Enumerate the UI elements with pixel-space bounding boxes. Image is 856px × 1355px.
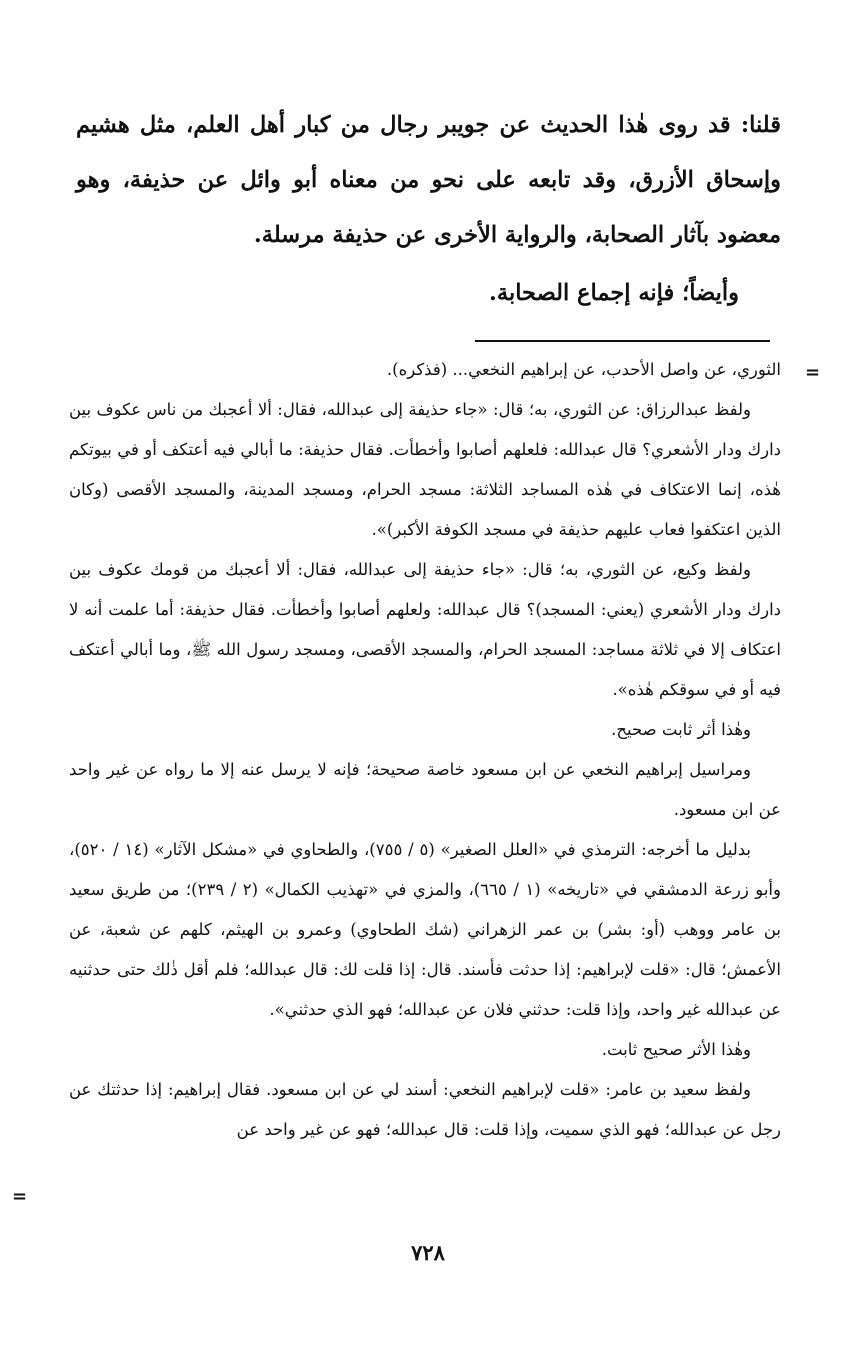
continuation-mark-bottom: = bbox=[12, 1186, 28, 1207]
footnote-saeed: ولفظ سعيد بن عامر: «قلت لإبراهيم النخعي: أسند لي عن ابن مسعود. فقال إبراهيم: إذا حدثتك عن رجل عن عبدالله؛ فهو الذي سميت، وإذا قلت: قال عبدالله؛ فهو عن غير واحد عن bbox=[69, 1080, 781, 1139]
paragraph-lead: قلنا: bbox=[740, 112, 781, 138]
footnote-dalil: بدليل ما أخرجه: الترمذي في «العلل الصغير» (٥ / ٧٥٥)، والطحاوي في «مشكل الآثار» (١٤ / ٥٢٠)، وأبو زرعة الدمشقي في «تاريخه» (١ / ٦٦٥)، والمزي في «تهذيب الكمال» (٢ / ٢٣٩)؛ من طريق سعيد بن عامر ووهب (أو: بشر) بن عمر الزهراني (شك الطحاوي) وعمرو بن الهيثم، كلهم عن شعبة، عن الأعمش؛ قال: «قلت لإبراهيم: إذا حدثت فأسند. قال: إذا قلت لك: قال عبدالله؛ فلم أقل ذٰلك حتى حدثنيه عن عبدالله غير واحد، وإذا قلت: حدثني فلان عن عبدالله؛ فهو الذي حدثني». bbox=[69, 840, 781, 1019]
footnote-abdulrazzaq: ولفظ عبدالرزاق: عن الثوري، به؛ قال: «جاء حذيفة إلى عبدالله، فقال: ألا أعجبك من ناس عكوف بين دارك ودار الأشعري؟ قال عبدالله: فلعلهم أصابوا وأخطأت. فقال حذيفة: ما أبالي فيه أعتكف أو في بيوتكم هٰذه، إنما الاعتكاف في هٰذه المساجد الثلاثة: مسجد الحرام، ومسجد المدينة، والمسجد الأقصى (وكان الذين اعتكفوا فعاب عليهم حذيفة في مسجد الكوفة الأكبر)». bbox=[69, 400, 781, 539]
footnote-waki: ولفظ وكيع، عن الثوري، به؛ قال: «جاء حذيفة إلى عبدالله، فقال: ألا أعجبك من قومك عكوف بين دارك ودار الأشعري (يعني: المسجد)؟ قال عبدالله: ولعلهم أصابوا وأخطأت. فقال حذيفة: أما علمت أنه لا اعتكاف إلا في ثلاثة مساجد: المسجد الحرام، والمسجد الأقصى، ومسجد رسول الله ﷺ، وما أبالي أعتكف فيه أو في سوقكم هٰذه». bbox=[69, 560, 781, 699]
footnotes bbox=[69, 350, 781, 1150]
footnote-athar-1: وهٰذا أثر ثابت صحيح. bbox=[611, 720, 751, 739]
continuation-mark-top: = bbox=[805, 362, 821, 383]
footnote-continued-line: الثوري، عن واصل الأحدب، عن إبراهيم النخعي... (فذكره). bbox=[386, 360, 781, 379]
page-number: ٧٢٨ bbox=[411, 1240, 445, 1265]
footnote-marasil: ومراسيل إبراهيم النخعي عن ابن مسعود خاصة صحيحة؛ فإنه لا يرسل عنه إلا ما رواه عن غير واحد عن ابن مسعود. bbox=[69, 760, 781, 819]
footnote-athar-2: وهٰذا الأثر صحيح ثابت. bbox=[601, 1040, 751, 1059]
footnote-separator bbox=[475, 340, 770, 342]
main-paragraph-2: وأيضاً؛ فإنه إجماع الصحابة. bbox=[489, 280, 739, 306]
main-paragraph-1 bbox=[76, 98, 781, 263]
paragraph-body: قد روى هٰذا الحديث عن جويبر رجال من كبار أهل العلم، مثل هشيم وإسحاق الأزرق، وقد تابعه على نحو من معناه أبو وائل عن حذيفة، وهو معضود بآثار الصحابة، والرواية الأخرى عن حذيفة مرسلة. bbox=[76, 112, 781, 248]
